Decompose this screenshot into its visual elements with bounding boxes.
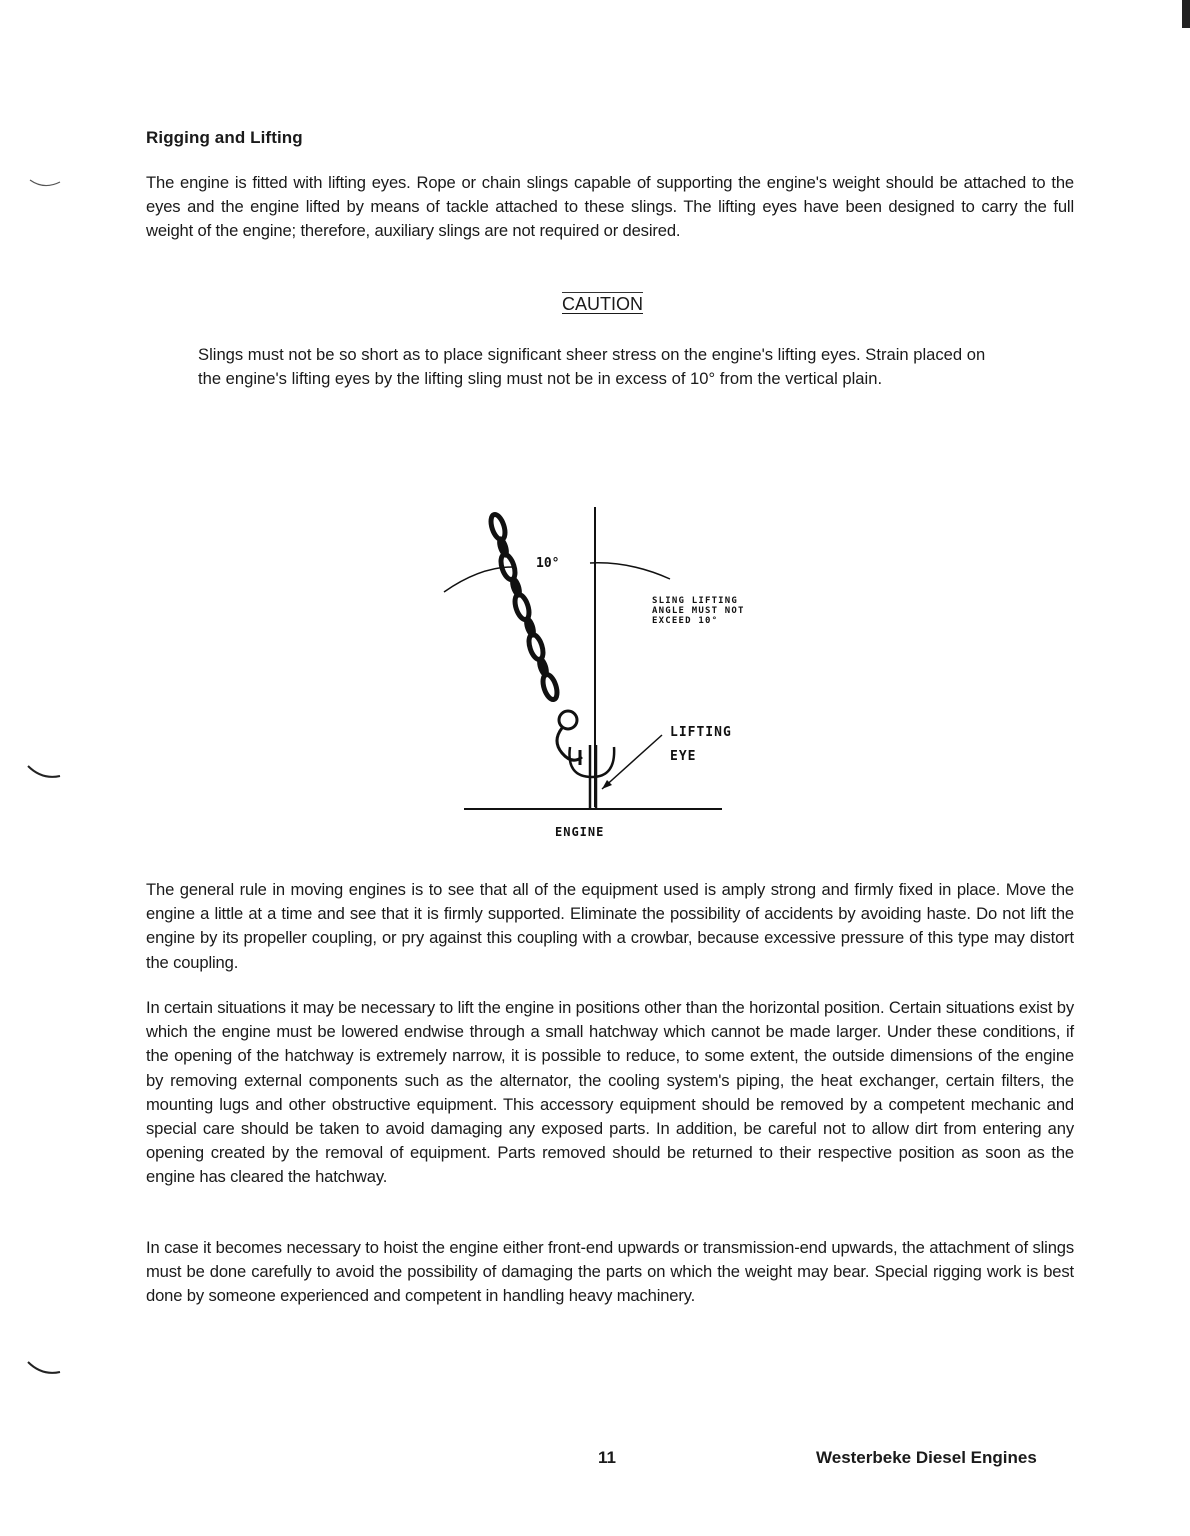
angle-label: 10° xyxy=(536,556,560,571)
caution-text: Slings must not be so short as to place significant sheer stress on the engine's lifting eyes. Strain placed on the engine's lifting eyes by the lifting sling must not be in excess of 10° from the vertical plain. xyxy=(198,345,986,389)
binding-hole-mark xyxy=(26,1358,66,1378)
footer-brand: Westerbeke Diesel Engines xyxy=(816,1448,1037,1467)
caution-title: CAUTION xyxy=(562,294,643,314)
scan-edge-mark xyxy=(1182,0,1190,28)
lifting-eye xyxy=(569,745,614,809)
eye-label-line-2: EYE xyxy=(670,749,697,764)
eye-label-line-1: LIFTING xyxy=(670,725,732,740)
angle-arc-right xyxy=(590,563,670,579)
sling-note-line-3: EXCEED 10° xyxy=(652,616,719,626)
section-heading: Rigging and Lifting xyxy=(146,128,303,147)
eye-leader-line xyxy=(602,735,662,789)
binding-hole-mark xyxy=(26,176,66,192)
paragraph-moving-engines: The general rule in moving engines is to see that all of the equipment used is amply strong and firmly fixed in place. Move the engine a little at a time and see that it is firmly supported. Eliminate the possibility of accidents by avoiding haste. Do not lift the engine by its propeller coupling, or pry against this coupling with a crowbar, because excessive pressure of this type may distort the coupling. xyxy=(146,880,1074,972)
paragraph-lifting-positions: In certain situations it may be necessary to lift the engine in positions other than the horizontal position. Certain situations exist by which the engine must be lowered endwise through a small hatchway which cannot be made larger. Under these conditions, if the opening of the hatchway is extremely narrow, it is possible to reduce, to some extent, the outside dimensions of the engine by removing external components such as the alternator, the cooling system's piping, the heat exchanger, certain filters, the mounting lugs and other obstructive equipment. This accessory equipment should be removed by a competent mechanic and special care should be taken to avoid damaging any exposed parts. In addition, be careful not to allow dirt from entering any opening created by the removal of equipment. Parts removed should be returned to their respective position as soon as the engine has cleared the hatchway. xyxy=(146,998,1074,1187)
page-number: 11 xyxy=(598,1448,616,1467)
engine-label: ENGINE xyxy=(555,825,605,839)
binding-hole-mark xyxy=(26,762,66,782)
paragraph-hoisting: In case it becomes necessary to hoist the engine either front-end upwards or transmission-end upwards, the attachment of slings must be done carefully to avoid the possibility of damaging the parts on which the weight may bear. Special rigging work is best done by someone experienced and competent in handling heavy machinery. xyxy=(146,1238,1074,1306)
lifting-diagram xyxy=(430,495,790,845)
sling-note-line-1: SLING LIFTING xyxy=(652,596,739,606)
sling-note-line-2: ANGLE MUST NOT xyxy=(652,606,745,616)
intro-paragraph: The engine is fitted with lifting eyes. Rope or chain slings capable of supporting the engine's weight should be attached to the eyes and the engine lifted by means of tackle attached to these slings. The lifting eyes have been designed to carry the full weight of the engine; therefore, auxiliary slings are not required or desired. xyxy=(146,173,1074,241)
